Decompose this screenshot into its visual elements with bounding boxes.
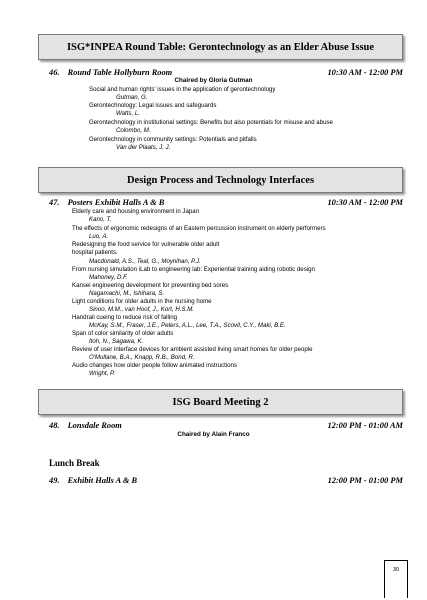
session-47-header xyxy=(49,198,403,207)
session-number: 46. xyxy=(49,68,60,77)
poster-authors: Wright, P. xyxy=(89,370,115,377)
poster-authors: McKay, S.M., Fraser, J.E., Peters, A.L., Lee, T.A., Scovil, C.Y., Maki, B.E. xyxy=(89,322,286,329)
lunch-break-heading: Lunch Break xyxy=(49,458,100,468)
poster-authors: O'Mullane, B.A., Knapp, R.B., Bond, R. xyxy=(89,354,195,361)
poster-title: Light conditions for older adults in the nursing home xyxy=(72,298,212,305)
session-chair: Chaired by Alain Franco xyxy=(177,431,250,438)
section-banner-roundtable: ISG*INPEA Round Table: Gerontechnology as an Elder Abuse Issue xyxy=(38,34,403,60)
session-time: 12:00 PM - 01:00 AM xyxy=(327,421,403,430)
paper-title: Gerontechnology: Legal issues and safeguards xyxy=(89,102,217,109)
poster-title: The effects of ergonomic redesigns of an Eastern percussion instrument on elderly performers xyxy=(72,225,326,232)
poster-authors: Mahoney, D.F. xyxy=(89,274,128,281)
session-room: Exhibit Halls A & B xyxy=(67,476,138,485)
poster-title: Handrail cueing to reduce risk of falling xyxy=(72,314,178,321)
poster-title: From nursing simulation iLab to engineering lab: Experiential training aiding robotic design xyxy=(72,266,315,273)
poster-authors: Nagamachi, M., Ishihara, S. xyxy=(89,290,165,297)
poster-title: Kansei engineering development for preventing bed sores xyxy=(72,282,229,289)
section-banner-design: Design Process and Technology Interfaces xyxy=(38,167,403,193)
poster-authors: Itoh, N., Sagawa, K. xyxy=(89,338,144,345)
paper-title: Gerontechnology in community settings: Potentials and pitfalls xyxy=(89,136,257,143)
poster-authors: Macdonald, A.S., Teal, G., Moynihan, P.J. xyxy=(89,258,201,265)
session-48-header xyxy=(49,421,403,430)
poster-title: Review of user interface devices for ambient assisted living smart homes for older people xyxy=(72,346,313,353)
poster-authors: Luo, A. xyxy=(89,233,109,240)
session-chair: Chaired by Gloria Gutman xyxy=(174,77,253,84)
section-banner-board-meeting: ISG Board Meeting 2 xyxy=(38,389,403,415)
session-time: 12:00 PM - 01:00 PM xyxy=(327,476,403,485)
session-room: Round Table Hollyburn Room xyxy=(67,68,173,77)
poster-title: Span of color similarity of older adults xyxy=(72,330,174,337)
session-time: 10:30 AM - 12:00 PM xyxy=(327,198,403,207)
poster-authors: Kano, T. xyxy=(89,216,112,223)
paper-title: Social and human rights' issues in the application of gerontechnology xyxy=(89,86,276,93)
paper-authors: Gutman, G. xyxy=(116,94,148,101)
paper-title: Gerontechnology in institutional settings: Benefits but also potentials for misuse and abuse xyxy=(89,119,333,126)
session-46-header xyxy=(49,68,403,77)
paper-authors: Watts, L. xyxy=(116,110,140,117)
session-time: 10:30 AM - 12:00 PM xyxy=(327,68,403,77)
poster-title: Elderly care and housing environment in Japan xyxy=(72,208,200,215)
page-number: 30 xyxy=(392,567,400,573)
session-number: 48. xyxy=(49,421,60,430)
paper-authors: Van der Plaats, J. J. xyxy=(116,144,171,151)
session-room: Posters Exhibit Halls A & B xyxy=(67,198,165,207)
poster-title-continued: hospital patients. xyxy=(72,249,118,256)
poster-title: Audio changes how older people follow animated instructions xyxy=(72,362,237,369)
paper-authors: Colombo, M. xyxy=(116,127,151,134)
session-number: 49. xyxy=(49,476,60,485)
session-49-header xyxy=(49,476,403,485)
page-number-box xyxy=(384,560,408,598)
session-number: 47. xyxy=(49,198,60,207)
poster-authors: Sinoo, M.M., van Hoof, J., Kort, H.S.M. xyxy=(89,306,194,313)
poster-title: Redesigning the food service for vulnerable older adult xyxy=(72,241,220,248)
session-room: Lonsdale Room xyxy=(67,421,122,430)
